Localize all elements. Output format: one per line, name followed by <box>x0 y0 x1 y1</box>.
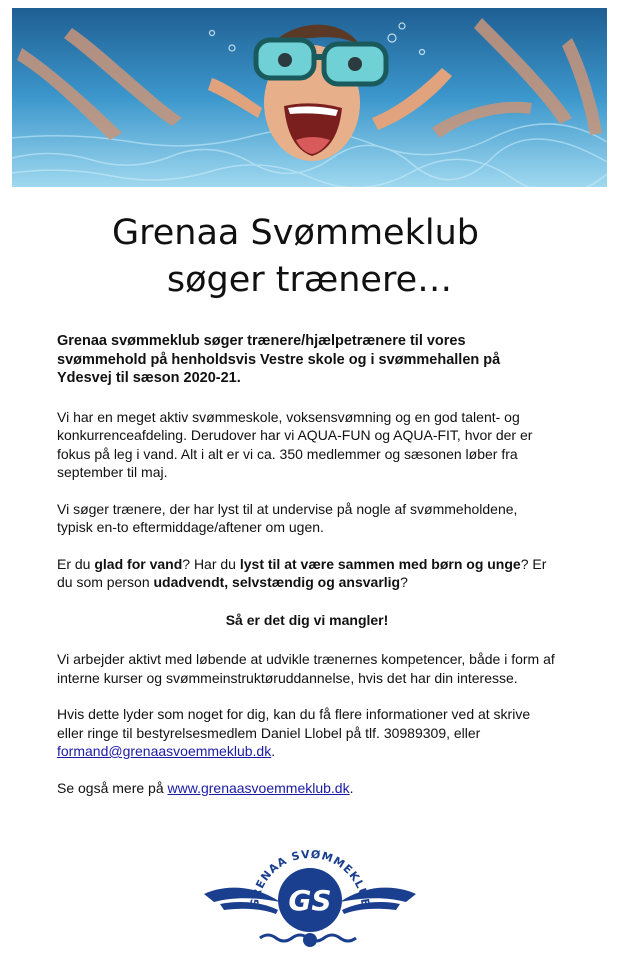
lead-paragraph: Grenaa svømmeklub søger trænere/hjælpetrænere til vores svømmehold på henholdsvis Vestre skole og i svømmehallen på Ydesvej til sæson 2020-21. <box>57 333 501 386</box>
paragraph-about-club: Vi har en meget aktiv svømmeskole, voksensvømning og en god talent- og konkurrenceafdeling. Derudover har vi AQUA-FUN og AQUA-FIT, hvor der er fokus på leg i vand. Alt i alt er vi ca. 350 medlemmer og sæsonen løber fra september til maj. <box>57 408 533 480</box>
text-segment: Er du <box>57 555 95 572</box>
paragraph-seeking: Vi søger trænere, der har lyst til at undervise på nogle af svømmeholdene, typisk en-to eftermiddage/aftener om ugen. <box>57 500 518 535</box>
paragraph-contact <box>57 705 557 761</box>
paragraph-questions <box>57 555 557 592</box>
svg-text:GS: GS <box>288 884 332 917</box>
bold-text: glad for vand <box>94 555 183 572</box>
text-segment: Hvis dette lyder som noget for dig, kan du få flere informationer ved at skrive eller ringe til bestyrelsesmedlem Daniel Llobel på tlf. 30989309, eller <box>57 706 531 741</box>
hero-image <box>12 8 607 187</box>
logo-arc-text: GRENAA SVØMMEKLUB <box>247 847 373 909</box>
website-link[interactable]: www.grenaasvoemmeklub.dk <box>167 779 350 796</box>
paragraph-website <box>57 779 557 798</box>
title-line-1: Grenaa Svømmeklub <box>112 213 479 253</box>
club-logo <box>200 838 420 958</box>
text-segment: . <box>349 779 354 796</box>
bold-text: udadvendt, selvstændig og ansvarlig <box>153 574 401 590</box>
page-title <box>0 210 619 304</box>
bold-text: lyst til at være sammen med børn og unge <box>239 555 521 572</box>
body-text <box>57 332 557 797</box>
title-line-2: søger trænere… <box>166 260 453 300</box>
paragraph-competence: Vi arbejder aktivt med løbende at udvikle trænernes kompetencer, både i form af interne kurser og svømmeinstruktøruddannelse, hvis det har din interesse. <box>57 651 555 686</box>
text-segment: . <box>271 743 276 759</box>
text-segment: ? <box>400 574 408 590</box>
call-to-action: Så er det dig vi mangler! <box>225 611 389 628</box>
text-segment: ? Er du som person <box>57 555 547 590</box>
email-link[interactable]: formand@grenaasvoemmeklub.dk <box>57 743 272 759</box>
text-segment: Se også mere på <box>57 779 168 796</box>
text-segment: ? Har du <box>182 555 240 572</box>
